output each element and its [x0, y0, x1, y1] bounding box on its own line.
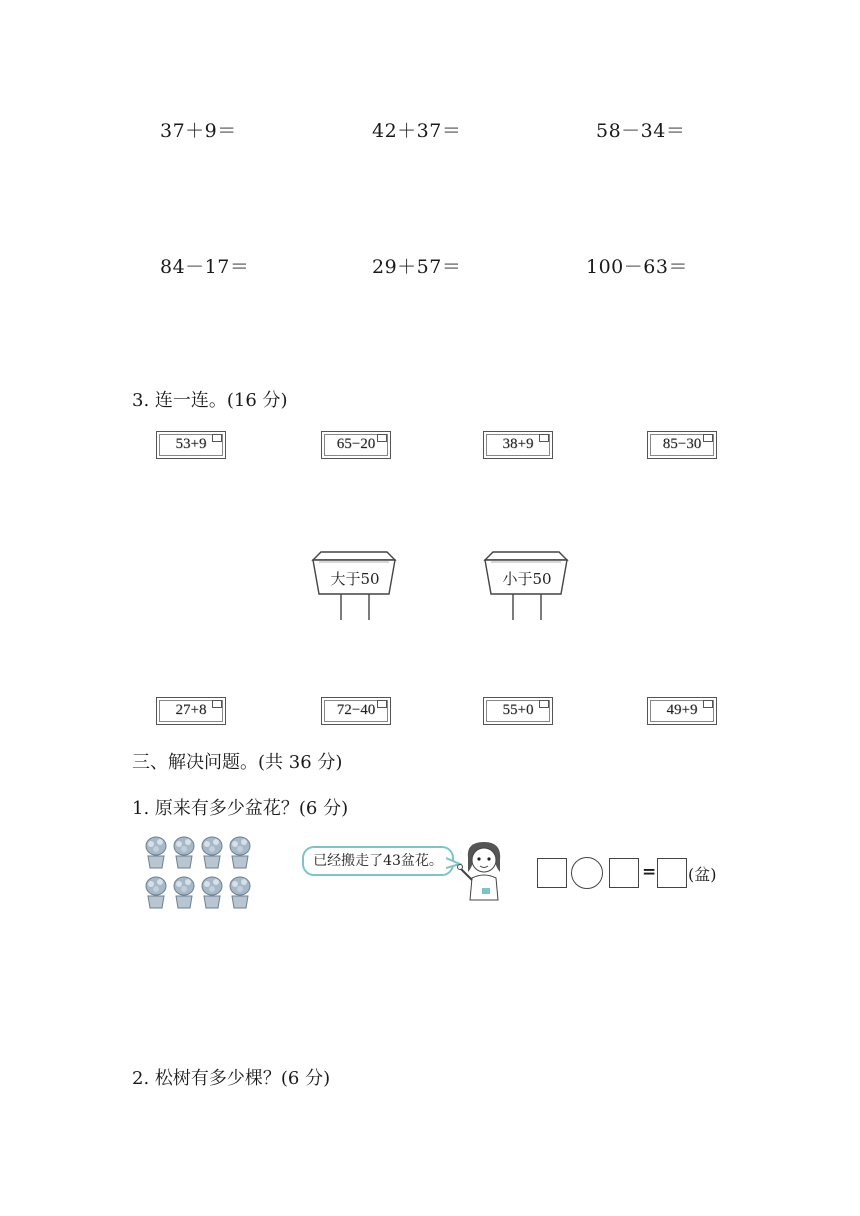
- card-corner-box: [539, 700, 549, 708]
- q3-title: 3. 连一连。(16 分): [132, 390, 288, 411]
- expr-card[interactable]: [647, 697, 717, 725]
- equation-2-3: 100－63＝: [586, 256, 688, 278]
- speech-bubble: 已经搬走了43盆花。: [302, 846, 454, 876]
- sign-greater-than-50[interactable]: [309, 550, 401, 622]
- problem-1-title: 1. 原来有多少盆花？(6 分): [132, 798, 349, 819]
- card-corner-box: [539, 434, 549, 442]
- expr-card[interactable]: [647, 431, 717, 459]
- card-corner-box: [377, 700, 387, 708]
- girl-icon: [456, 838, 512, 904]
- expr-card-text: 65−20: [336, 436, 376, 452]
- expr-card-text: 55+0: [502, 702, 534, 718]
- sign-label: 大于50: [330, 570, 380, 588]
- expr-card[interactable]: [321, 431, 391, 459]
- equation-1-3: 58－34＝: [596, 120, 686, 142]
- equation-2-2: 29＋57＝: [372, 256, 462, 278]
- section-title: 三、解决问题。(共 36 分): [132, 752, 343, 773]
- card-corner-box: [703, 700, 713, 708]
- card-corner-box: [212, 434, 222, 442]
- equation-1-2: 42＋37＝: [372, 120, 462, 142]
- equals-sign: =: [642, 862, 657, 882]
- equation-1-1: 37＋9＝: [160, 120, 237, 142]
- expr-card-text: 85−30: [662, 436, 702, 452]
- expr-card[interactable]: [156, 697, 226, 725]
- answer-box-result[interactable]: [657, 858, 687, 888]
- sign-less-than-50[interactable]: [481, 550, 573, 622]
- flower-pots-icon: [140, 834, 264, 914]
- expr-card-text: 38+9: [502, 436, 534, 452]
- sign-label: 小于50: [502, 570, 552, 588]
- flower-pots: [140, 834, 264, 914]
- expr-card-text: 53+9: [175, 436, 207, 452]
- expr-card[interactable]: [483, 431, 553, 459]
- answer-box-1[interactable]: [537, 858, 567, 888]
- expr-card[interactable]: [156, 431, 226, 459]
- operator-circle[interactable]: [571, 857, 603, 889]
- expr-card-text: 72−40: [336, 702, 376, 718]
- expr-card[interactable]: [483, 697, 553, 725]
- expr-card[interactable]: [321, 697, 391, 725]
- answer-box-2[interactable]: [609, 858, 639, 888]
- expr-card-text: 27+8: [175, 702, 207, 718]
- card-corner-box: [703, 434, 713, 442]
- equation-2-1: 84－17＝: [160, 256, 250, 278]
- unit-label: (盆): [688, 865, 717, 884]
- card-corner-box: [377, 434, 387, 442]
- problem-2-title: 2. 松树有多少棵？(6 分): [132, 1068, 331, 1089]
- expr-card-text: 49+9: [666, 702, 698, 718]
- card-corner-box: [212, 700, 222, 708]
